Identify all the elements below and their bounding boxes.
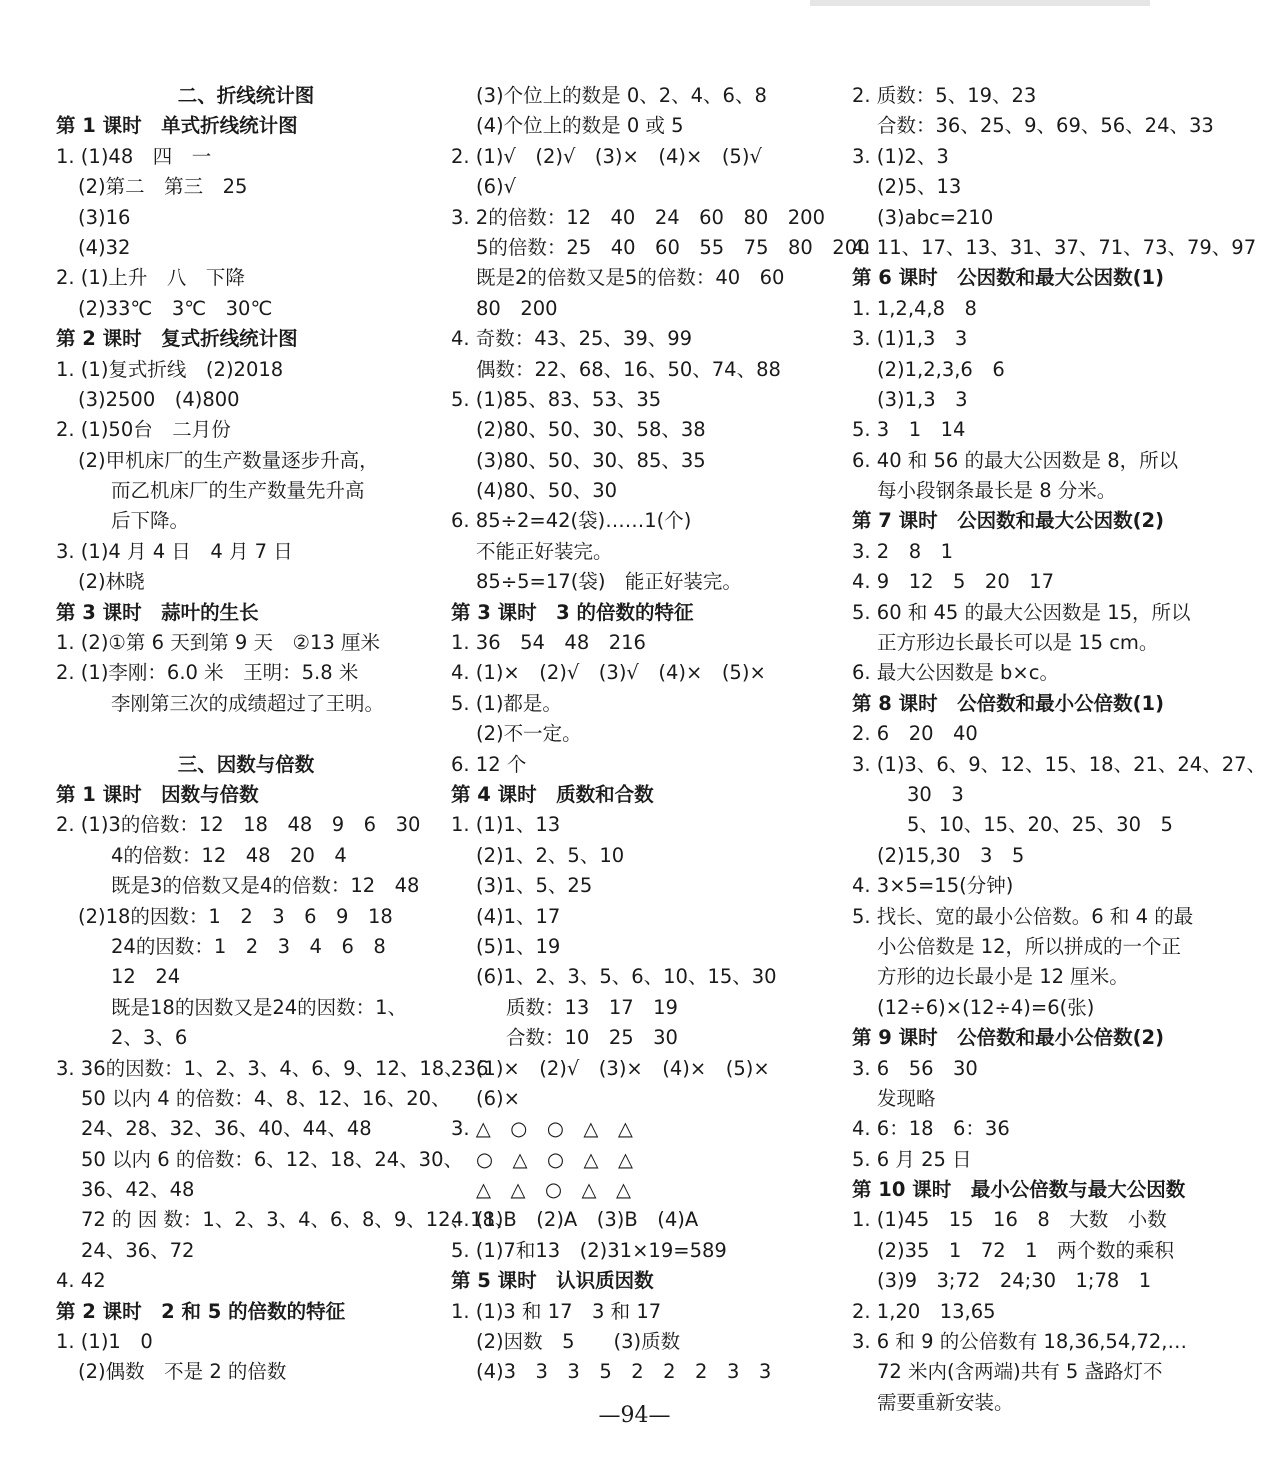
lesson-title: 第 8 课时 公倍数和最小公倍数(1) — [852, 691, 1165, 715]
answer-line: 4. 11、17、13、31、37、71、73、79、97 — [852, 235, 1257, 259]
answer-line: △ △ ○ △ △ — [476, 1178, 632, 1202]
answer-line: 既是2的倍数又是5的倍数：40 60 — [476, 266, 785, 290]
answer-line: (2)不一定。 — [476, 722, 582, 746]
answer-line: 合数：10 25 30 — [506, 1026, 678, 1050]
answer-line: (6)1、2、3、5、6、10、15、30 — [476, 965, 777, 989]
answer-line: 3. 2 8 1 — [852, 539, 954, 563]
lesson-title: 第 6 课时 公因数和最大公因数(1) — [852, 266, 1165, 290]
answer-line: 24、28、32、36、40、44、48 — [81, 1117, 372, 1141]
answer-column-3 — [852, 81, 1267, 1418]
answer-line: 6. 12 个 — [451, 752, 527, 776]
answer-line: 需要重新安装。 — [877, 1390, 1014, 1414]
answer-line: (6)× — [476, 1086, 520, 1110]
answer-line: (3)9 3;72 24;30 1;78 1 — [877, 1269, 1152, 1293]
answer-line: 既是18的因数又是24的因数：1、 — [111, 995, 408, 1019]
answer-line: 6. 40 和 56 的最大公因数是 8，所以 — [852, 448, 1179, 472]
answer-line: 4. 奇数：43、25、39、99 — [451, 327, 693, 351]
answer-line: 发现略 — [877, 1086, 936, 1110]
answer-line: 1. (1)3 和 17 3 和 17 — [451, 1299, 662, 1323]
answer-line: (2)18的因数：1 2 3 6 9 18 — [78, 904, 393, 928]
answer-line: 李刚第三次的成绩超过了王明。 — [111, 691, 385, 715]
answer-line: (3)1、5、25 — [476, 874, 593, 898]
answer-line: 6. 最大公因数是 b×c。 — [852, 661, 1059, 685]
lesson-title: 第 9 课时 公倍数和最小公倍数(2) — [852, 1026, 1165, 1050]
answer-line: (5)1、19 — [476, 934, 561, 958]
answer-line: (2)1、2、5、10 — [476, 843, 625, 867]
lesson-title: 第 10 课时 最小公倍数与最大公因数 — [852, 1178, 1186, 1202]
answer-line: (2)偶数 不是 2 的倍数 — [78, 1360, 287, 1384]
answer-line: 而乙机床厂的生产数量先升高 — [111, 479, 365, 503]
lesson-title: 第 4 课时 质数和合数 — [451, 782, 654, 806]
answer-line: (3)1,3 3 — [877, 387, 968, 411]
answer-line: 每小段钢条最长是 8 分米。 — [877, 479, 1117, 503]
section-heading: 三、因数与倍数 — [177, 752, 315, 776]
answer-line: 4. 42 — [56, 1269, 106, 1293]
answer-line: 3. 6 56 30 — [852, 1056, 978, 1080]
answer-line: (2)因数 5 (3)质数 — [476, 1330, 681, 1354]
answer-line: (4)个位上的数是 0 或 5 — [476, 114, 684, 138]
answer-line: 3. (1)1,3 3 — [852, 327, 968, 351]
top-edge-bar — [810, 0, 1150, 6]
answer-line: 5. 60 和 45 的最大公因数是 15，所以 — [852, 600, 1191, 624]
answer-line: 36、42、48 — [81, 1178, 195, 1202]
answer-line: 1. (1)1 0 — [56, 1330, 153, 1354]
answer-line: 4. (1)B (2)A (3)B (4)A — [451, 1208, 699, 1232]
answer-line: 5. 6 月 25 日 — [852, 1147, 972, 1171]
answer-line: 2. (1)3的倍数：12 18 48 9 6 30 — [56, 813, 421, 837]
answer-line: 1. (1)复式折线 (2)2018 — [56, 357, 284, 381]
answer-line: 4. 3×5=15(分钟) — [852, 874, 1014, 898]
answer-line: 正方形边长最长可以是 15 cm。 — [877, 631, 1159, 655]
answer-line: 72 的 因 数：1、2、3、4、6、8、9、12、18、 — [81, 1208, 515, 1232]
answer-line: 3. 2的倍数：12 40 24 60 80 200 — [451, 205, 825, 229]
answer-line: 4. (1)× (2)√ (3)√ (4)× (5)× — [451, 661, 766, 685]
answer-line: 3. 36的因数：1、2、3、4、6、9、12、18、36 — [56, 1056, 489, 1080]
answer-line: 80 200 — [476, 296, 558, 320]
answer-line: (6)√ — [476, 175, 517, 199]
answer-line: (4)3 3 3 5 2 2 2 3 3 — [476, 1360, 772, 1384]
answer-line: 5. 找长、宽的最小公倍数。6 和 4 的最 — [852, 904, 1194, 928]
answer-line: 2. 质数：5、19、23 — [852, 84, 1037, 107]
answer-line: (3)2500 (4)800 — [78, 387, 240, 411]
answer-line: ○ △ ○ △ △ — [476, 1147, 634, 1171]
answer-line: (2)甲机床厂的生产数量逐步升高， — [78, 448, 379, 472]
answer-line: 5. (1)85、83、53、35 — [451, 387, 662, 411]
answer-line: 后下降。 — [111, 509, 190, 533]
answer-line: 不能正好装完。 — [476, 539, 613, 563]
page-number: —94— — [598, 1403, 671, 1428]
answer-line: 4. 6：18 6：36 — [852, 1117, 1010, 1141]
answer-line: (2)林晓 — [78, 570, 145, 594]
answer-line: 24、36、72 — [81, 1238, 195, 1262]
answer-line: 72 米内(含两端)共有 5 盏路灯不 — [877, 1360, 1163, 1384]
answer-line: 偶数：22、68、16、50、74、88 — [476, 357, 781, 381]
answer-line: (2)35 1 72 1 两个数的乘积 — [877, 1238, 1175, 1262]
answer-line: 1. (1)45 15 16 8 大数 小数 — [852, 1208, 1167, 1232]
answer-line: 5、10、15、20、25、30 5 — [907, 813, 1173, 837]
lesson-title: 第 7 课时 公因数和最大公因数(2) — [852, 509, 1165, 533]
answer-line: 2. (1)50台 二月份 — [56, 418, 231, 442]
answer-line: 5. (1)都是。 — [451, 691, 562, 715]
answer-line: 1. 36 54 48 216 — [451, 631, 646, 655]
answer-line: (3)个位上的数是 0、2、4、6、8 — [476, 84, 767, 107]
lesson-title: 第 1 课时 单式折线统计图 — [56, 114, 298, 138]
answer-line: (3)abc=210 — [877, 205, 994, 229]
answer-line: (2)第二 第三 25 — [78, 175, 248, 199]
answer-line: 方形的边长最小是 12 厘米。 — [877, 965, 1129, 989]
answer-line: 2. (1)√ (2)√ (3)× (4)× (5)√ — [451, 144, 762, 168]
section-heading: 二、折线统计图 — [177, 84, 315, 107]
answer-line: 1. (1)1、13 — [451, 813, 561, 837]
answer-line: 2. (1)上升 八 下降 — [56, 266, 245, 290]
answer-line: 85÷5=17(袋) 能正好装完。 — [476, 570, 742, 594]
answer-line: 5的倍数：25 40 60 55 75 80 200 — [476, 235, 870, 259]
answer-line: (3)16 — [78, 205, 131, 229]
answer-line: 1. 1,2,4,8 8 — [852, 296, 977, 320]
answer-line: 1. (2)①第 6 天到第 9 天 ②13 厘米 — [56, 631, 381, 655]
answer-line: (2)80、50、30、58、38 — [476, 418, 706, 442]
lesson-title: 第 2 课时 2 和 5 的倍数的特征 — [56, 1299, 346, 1323]
answer-line: 2. 1,20 13,65 — [852, 1299, 996, 1323]
answer-column-2 — [451, 81, 870, 1388]
answer-line: 50 以内 6 的倍数：6、12、18、24、30、 — [81, 1147, 463, 1171]
answer-line: (4)32 — [78, 235, 131, 259]
answer-line: 2. (1)× (2)√ (3)× (4)× (5)× — [451, 1056, 770, 1080]
answer-line: (2)5、13 — [877, 175, 962, 199]
lesson-title: 第 1 课时 因数与倍数 — [56, 782, 259, 806]
answer-line: 50 以内 4 的倍数：4、8、12、16、20、 — [81, 1086, 451, 1110]
answer-line: 12 24 — [111, 965, 181, 989]
answer-line: 3. 6 和 9 的公倍数有 18,36,54,72,… — [852, 1330, 1187, 1354]
answer-line: 3. (1)2、3 — [852, 144, 949, 168]
answer-line: (12÷6)×(12÷4)=6(张) — [877, 995, 1095, 1019]
answer-line: (4)80、50、30 — [476, 479, 618, 503]
answer-line: 合数：36、25、9、69、56、24、33 — [877, 114, 1214, 138]
answer-line: 2、3、6 — [111, 1026, 188, 1050]
answer-line: 4的倍数：12 48 20 4 — [111, 843, 347, 867]
answer-line: 3. (1)3、6、9、12、15、18、21、24、27、 — [852, 752, 1267, 776]
answer-line: 质数：13 17 19 — [506, 995, 678, 1019]
answer-line: 5. (1)7和13 (2)31×19=589 — [451, 1238, 727, 1262]
lesson-title: 第 3 课时 3 的倍数的特征 — [451, 600, 694, 624]
answer-line: 4. 9 12 5 20 17 — [852, 570, 1055, 594]
answer-line: (2)15,30 3 5 — [877, 843, 1025, 867]
answer-line: 24的因数：1 2 3 4 6 8 — [111, 934, 386, 958]
answer-line: 3. △ ○ ○ △ △ — [451, 1117, 633, 1141]
answer-line: 1. (1)48 四 一 — [56, 144, 212, 168]
lesson-title: 第 2 课时 复式折线统计图 — [56, 327, 298, 351]
answer-line: 3. (1)4 月 4 日 4 月 7 日 — [56, 539, 293, 563]
lesson-title: 第 3 课时 蒜叶的生长 — [56, 600, 259, 624]
spacer — [56, 719, 436, 749]
answer-line: 5. 3 1 14 — [852, 418, 966, 442]
answer-line: 小公倍数是 12，所以拼成的一个正 — [877, 934, 1182, 958]
answer-line: (3)80、50、30、85、35 — [476, 448, 706, 472]
answer-line: 6. 85÷2=42(袋)……1(个) — [451, 509, 692, 533]
answer-line: (2)1,2,3,6 6 — [877, 357, 1005, 381]
answer-line: 既是3的倍数又是4的倍数：12 48 — [111, 874, 420, 898]
answer-line: 2. (1)李刚：6.0 米 王明：5.8 米 — [56, 661, 359, 685]
lesson-title: 第 5 课时 认识质因数 — [451, 1269, 654, 1293]
answer-line: (4)1、17 — [476, 904, 561, 928]
answer-line: (2)33℃ 3℃ 30℃ — [78, 296, 273, 320]
answer-line: 30 3 — [907, 782, 964, 806]
answer-line: 2. 6 20 40 — [852, 722, 978, 746]
